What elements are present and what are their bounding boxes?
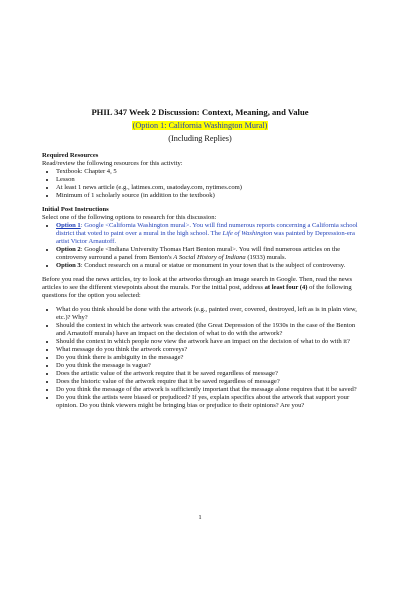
option-1-label: Option 1: [56, 222, 81, 229]
option-3-text: : Conduct research on a mural or statue or monument in your town that is the subject of controversy.: [80, 262, 346, 269]
questions-list: [42, 306, 360, 410]
instructions-paragraph: [42, 276, 360, 300]
highlighted-option: (Option 1: California Washington Mural): [132, 121, 268, 130]
option-1-text-a: : Google <California Washington mural>. You will find numerous reports concerning a California school district that voted to paint over a mural in the high school. The: [56, 222, 358, 237]
required-heading: Required Resources: [42, 152, 99, 159]
option-2-label: Option 2: [56, 246, 81, 253]
list-item: • What message do you think the artwork conveys?: [56, 346, 360, 354]
option-2-italic: A Social History of Indiana: [173, 254, 246, 261]
list-item: • Should the context in which the artwork was created (the Great Depression of the 1930s in the case of the Benton and Arnautoff murals) have an impact on the decision of what to do with the artwork?: [56, 322, 360, 338]
list-item: • Does the historic value of the artwork require that it be saved regardless of message?: [56, 378, 360, 386]
option-3-label: Option 3: [56, 262, 81, 269]
list-item: • At least 1 news article (e.g., latimes.com, usatoday.com, nytimes.com): [56, 184, 360, 192]
options-list: [42, 222, 360, 270]
paragraph-text-a: Before you read the news articles, try to look at the artworks through an image search in Google. Then, read the news articles to see the different viewpoints about the murals. For the initial post, address: [42, 276, 353, 291]
title-block: [0, 107, 400, 144]
option-2-item: [56, 246, 360, 262]
replies-subtitle: (Including Replies): [168, 134, 232, 143]
list-item: • What do you think should be done with the artwork (e.g., painted over, covered, destroyed, left as is in plain view, etc.)? Why?: [56, 306, 360, 322]
document-body: [42, 152, 360, 410]
required-list: [42, 168, 360, 200]
list-item: • Textbook: Chapter 4, 5: [56, 168, 360, 176]
required-intro: Read/review the following resources for this activity:: [42, 160, 183, 167]
page-number: 1: [198, 514, 202, 521]
list-item: • Do you think the message of the artwork is sufficiently important that the message alone requires that it be saved?: [56, 386, 360, 394]
list-item: • Do you think there is ambiguity in the message?: [56, 354, 360, 362]
list-item: • Minimum of 1 scholarly source (in addition to the textbook): [56, 192, 360, 200]
option-1-italic: Life of Washington: [222, 230, 273, 237]
paragraph-text-b: of the following questions for the option you selected:: [42, 284, 352, 299]
option-1-text-b: was painted by Depression-era artist Victor Arnautoff.: [56, 230, 355, 245]
option-subtitle: [0, 120, 400, 131]
option-1-item: [56, 222, 360, 246]
option-2-text-a: : Google <Indiana University Thomas Hart Benton mural>. You will find numerous articles on the controversy surround a panel from Benton's: [56, 246, 341, 261]
option-3-item: [56, 262, 360, 270]
option-2-text-b: (1933) murals.: [245, 254, 287, 261]
list-item: • Does the artistic value of the artwork require that it be saved regardless of message?: [56, 370, 360, 378]
list-item: • Do you think the artists were biased or prejudiced? If yes, explain specifics about the artwork that support your opinion. Do you think viewers might be bringing bias or prejudice to their opinions? Are you?: [56, 394, 360, 410]
list-item: • Should the context in which people now view the artwork have an impact on the decision of what to do with it?: [56, 338, 360, 346]
instructions-intro: Select one of the following options to research for this discussion:: [42, 214, 217, 221]
instructions-heading: Initial Post Instructions: [42, 206, 109, 213]
page-title: PHIL 347 Week 2 Discussion: Context, Meaning, and Value: [91, 107, 309, 117]
paragraph-bold: at least four (4): [264, 284, 308, 291]
list-item: • Do you think the message is vague?: [56, 362, 360, 370]
list-item: • Lesson: [56, 176, 360, 184]
